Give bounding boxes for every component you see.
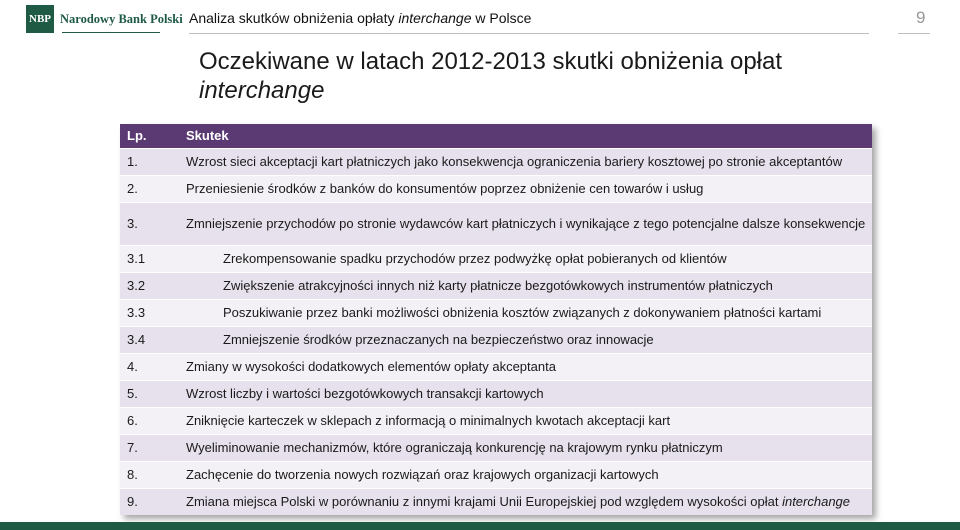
- row-text-main: Zwiększenie atrakcyjności innych niż karty płatnicze bezgotówkowych instrumentów płatniczych: [223, 278, 773, 293]
- row-text-main: Wyeliminowanie mechanizmów, które ograniczają konkurencję na krajowym rynku płatniczym: [186, 440, 723, 455]
- row-text: [223, 273, 872, 299]
- row-text-main: Zmiana miejsca Polski w porównaniu z innymi krajami Unii Europejskiej pod względem wysokości opłat: [186, 494, 783, 509]
- row-text: [186, 176, 872, 202]
- row-number: 4.: [127, 359, 138, 374]
- row-number: 3.3: [127, 305, 146, 320]
- row-number: 3.1: [127, 251, 146, 266]
- table-row: [120, 245, 872, 272]
- row-text: [186, 408, 872, 434]
- logo-divider: [62, 32, 160, 33]
- table-header-row: [120, 124, 872, 148]
- row-number: 3.2: [127, 278, 146, 293]
- row-text-main: Wzrost sieci akceptacji kart płatniczych jako konsekwencja ograniczenia bariery kosztowej po stronie akceptantów: [186, 154, 843, 169]
- row-text: [186, 462, 872, 488]
- row-number: 9.: [127, 494, 138, 509]
- row-text-main: Zrekompensowanie spadku przychodów przez podwyżkę opłat pobieranych od klientów: [223, 251, 727, 266]
- row-text: [186, 435, 872, 461]
- page-number-divider: [898, 33, 930, 34]
- table-row: [120, 407, 872, 434]
- row-text: [186, 489, 872, 515]
- presentation-title: [189, 10, 531, 26]
- page-number: 9: [916, 8, 926, 27]
- row-text-main: Wzrost liczby i wartości bezgotówkowych transakcji kartowych: [186, 386, 544, 401]
- header-skutek: Skutek: [186, 128, 229, 143]
- table-row: [120, 148, 872, 175]
- row-number: 7.: [127, 440, 138, 455]
- row-number: 6.: [127, 413, 138, 428]
- header-lp: Lp.: [127, 128, 147, 143]
- footer-bar: [0, 522, 960, 530]
- presentation-title-italic: interchange: [398, 10, 472, 26]
- table-row: [120, 202, 872, 245]
- row-number: 5.: [127, 386, 138, 401]
- row-text: [186, 211, 872, 237]
- slide-title-main: Oczekiwane w latach 2012-2013 skutki obniżenia opłat: [199, 48, 783, 75]
- nbp-logo: [26, 5, 183, 33]
- slide-title-italic: interchange: [199, 77, 325, 104]
- effects-table: [120, 124, 872, 515]
- table-row: [120, 488, 872, 515]
- row-text-main: Poszukiwanie przez banki możliwości obniżenia kosztów związanych z dokonywaniem płatności kartami: [223, 305, 822, 320]
- table-row: [120, 353, 872, 380]
- logo-name: Narodowy Bank Polski: [60, 11, 183, 26]
- table-row: [120, 461, 872, 488]
- row-text: [186, 354, 872, 380]
- row-text-main: Zachęcenie do tworzenia nowych rozwiązań oraz krajowych organizacji kartowych: [186, 467, 659, 482]
- table-row: [120, 175, 872, 202]
- logo-mark: NBP: [26, 5, 54, 33]
- presentation-title-prefix: Analiza skutków obniżenia opłaty: [189, 10, 399, 26]
- table-row: [120, 299, 872, 326]
- row-number: 2.: [127, 181, 138, 196]
- row-text-main: Zmniejszenie środków przeznaczanych na bezpieczeństwo oraz innowacje: [223, 332, 654, 347]
- table-row: [120, 380, 872, 407]
- header-divider: [189, 33, 869, 34]
- table-row: [120, 326, 872, 353]
- table-row: [120, 272, 872, 299]
- row-text: [223, 300, 872, 326]
- row-text-italic: interchange: [782, 494, 851, 509]
- row-text-main: Zmiany w wysokości dodatkowych elementów opłaty akceptanta: [186, 359, 556, 374]
- row-text-main: Zmniejszenie przychodów po stronie wydawców kart płatniczych i wynikające z tego potencjalne dalsze konsekwencje: [186, 216, 866, 231]
- row-text: [186, 149, 872, 175]
- table-row: [120, 434, 872, 461]
- row-number: 3.: [127, 216, 138, 231]
- row-text-main: Zniknięcie karteczek w sklepach z informacją o minimalnych kwotach akceptacji kart: [186, 413, 671, 428]
- row-text-main: Przeniesienie środków z banków do konsumentów poprzez obniżenie cen towarów i usług: [186, 181, 704, 196]
- row-number: 8.: [127, 467, 138, 482]
- row-number: 1.: [127, 154, 138, 169]
- row-number: 3.4: [127, 332, 146, 347]
- slide-title: [199, 47, 879, 105]
- row-text: [186, 381, 872, 407]
- row-text: [223, 246, 872, 272]
- row-text: [223, 327, 872, 353]
- presentation-title-suffix: w Polsce: [471, 10, 532, 26]
